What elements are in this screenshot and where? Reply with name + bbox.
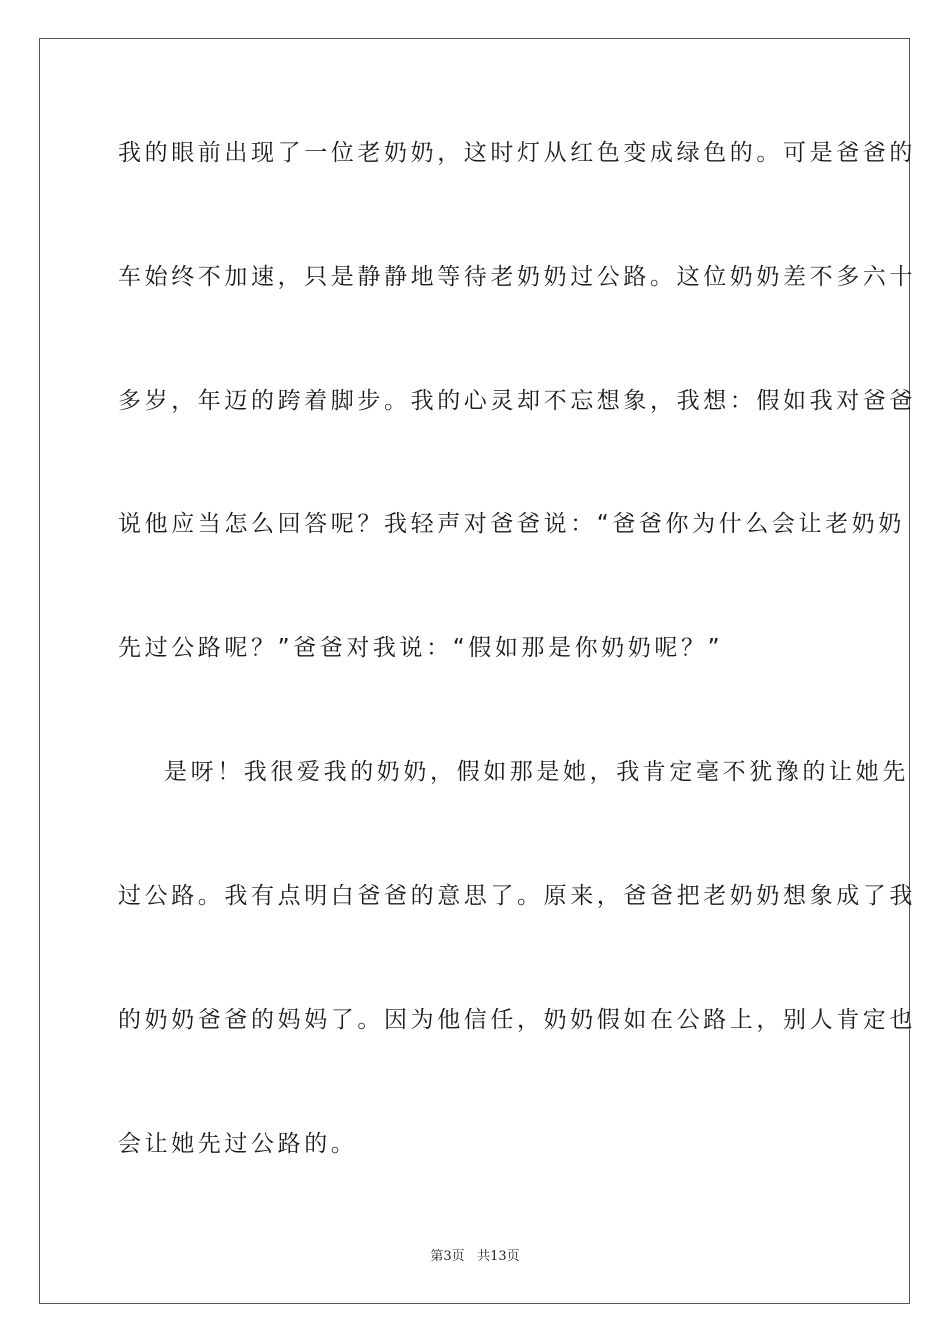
paragraph-line-8: 的奶奶爸爸的妈妈了。因为他信任，奶奶假如在公路上，别人肯定也 [118, 1007, 916, 1033]
paragraph-line-3: 多岁，年迈的跨着脚步。我的心灵却不忘想象，我想：假如我对爸爸 [118, 388, 916, 414]
paragraph-line-4: 说他应当怎么回答呢？我轻声对爸爸说：“爸爸你为什么会让老奶奶 [118, 511, 905, 537]
paragraph-line-5: 先过公路呢？”爸爸对我说：“假如那是你奶奶呢？” [118, 635, 724, 661]
page-frame [39, 38, 910, 1304]
paragraph-line-7: 过公路。我有点明白爸爸的意思了。原来，爸爸把老奶奶想象成了我 [118, 883, 916, 909]
page-footer [0, 1248, 950, 1266]
page-total: 共13页 [477, 1249, 520, 1264]
paragraph-line-9: 会让她先过公路的。 [118, 1131, 358, 1157]
paragraph-line-2: 车始终不加速，只是静静地等待老奶奶过公路。这位奶奶差不多六十 [118, 264, 916, 290]
paragraph-line-6: 是呀！我很爱我的奶奶，假如那是她，我肯定毫不犹豫的让她先 [164, 759, 909, 785]
paragraph-line-1: 我的眼前出现了一位老奶奶，这时灯从红色变成绿色的。可是爸爸的 [118, 140, 916, 166]
page-number: 第3页 [430, 1249, 465, 1264]
